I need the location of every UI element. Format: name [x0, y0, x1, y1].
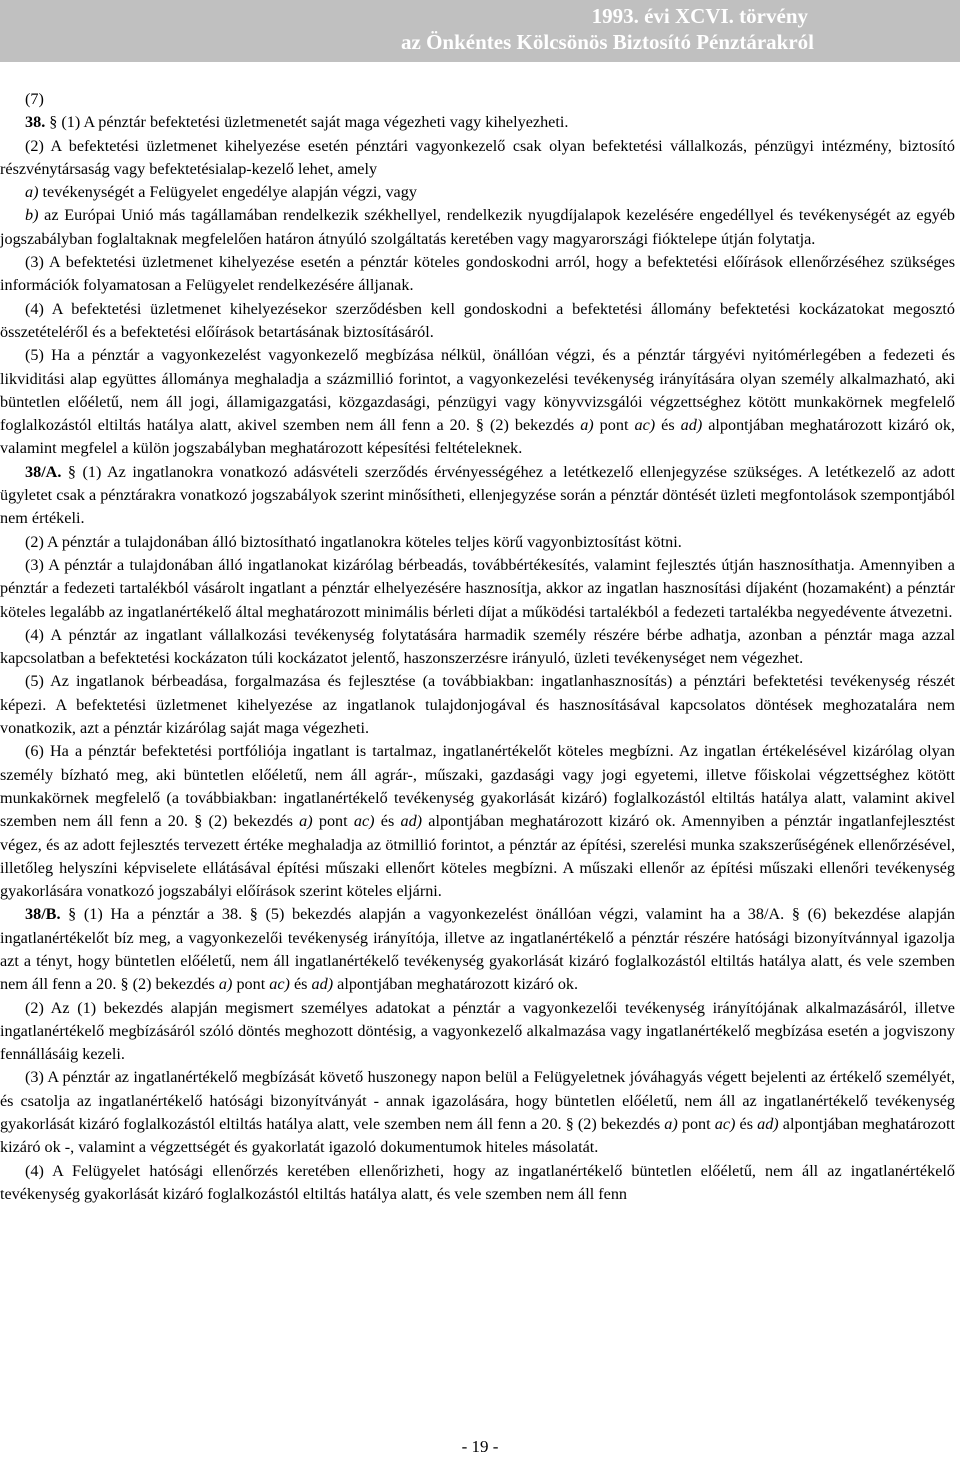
point-ref: ad): [757, 1115, 779, 1134]
paragraph-text: alpontjában meghatározott kizáró ok. Amennyiben a pénztár ingatlanfejlesztést végez, és az adott fejlesztés tervezett értéke meghaladja az ötmillió forintot, a pénztár az építési, szerelési munka szakszerűségének ellenőrzésével, illetőleg helyszíni képviselete ellátásával építési műszaki ellenőrt köteles megbízni. A műszaki ellenőr az építési műszaki ellenőri tevékenység gyakorlására vonatkozó jogszabályi előírások szerint köteles eljárni.: [0, 812, 956, 901]
paragraph-text: pont: [312, 812, 354, 831]
paragraph-s38a-3: [0, 554, 955, 624]
paragraph-text: alpontjában meghatározott kizáró ok, valamint megfelel a külön jogszabályban meghatározott képesítési feltételeknek.: [0, 416, 955, 458]
paragraph-text: (4) A pénztár az ingatlant vállalkozási tevékenység folytatására harmadik személy részére bérbe adhatja, azonban a pénztár maga azzal kapcsolatban a befektetési kockázaton túli kockázatot jelentő, haszonszerzésre irányuló, üzleti tevékenységet nem végezhet.: [0, 625, 955, 668]
point-ref: ac): [714, 1115, 736, 1134]
paragraph-text: és: [655, 416, 681, 435]
paragraph-s38a-2: [0, 531, 955, 554]
paragraph-text: (3) A pénztár az ingatlanértékelő megbízását követő huszonegy napon belül a Felügyeletnek jóváhagyás végett bejelenti az értékelő személyét, és csatolja az ingatlanértékelő hatósági bizonyítványát - annak igazolására, hogy büntetlen előéletű, nem áll az ingatlanértékelő tevékenység gyakorlását kizáró foglalkozástól eltiltás hatálya alatt, vele szemben nem áll fenn a 20. § (2) bekezdés: [0, 1068, 955, 1134]
paragraph-text: (5) Ha a pénztár a vagyonkezelést vagyonkezelő megbízása nélkül, önállóan végzi, és a pénztár tárgyévi nyitómérlegében a fedezeti és likviditási alap együttes állománya meghaladja a százmillió forintot, a vagyonkezelési tevékenység irányítására olyan személy alkalmazható, aki büntetlen előéletű, nem áll jogi, államigazgatási, közgazdasági, pénzügyi vagy könyvvizsgálói végzettséghez kötött munkakörnek megfelelő foglalkozástól eltiltás hatálya alatt, akivel szemben nem áll fenn a 20. § (2) bekezdés: [0, 346, 955, 435]
paragraph-text: az Európai Unió más tagállamában rendelkezik székhellyel, rendelkezik nyugdíjalapok kezelésére engedéllyel és tevékenységét az egyéb jogszabályban foglaltaknak megfelelően határon átnyúló szolgáltatás keretében vagy magyarországi fióktelepe útján folytatja.: [0, 206, 955, 248]
paragraph-text: pont: [593, 416, 635, 435]
paragraph-text: (2) A befektetési üzletmenet kihelyezése esetén pénztári vagyonkezelő csak olyan befektetési vállalkozás, pénzügyi intézmény, biztosító részvénytársaság vagy befektetésialap-kezelő lehet, amely: [0, 136, 955, 178]
paragraph-text: § (1) Ha a pénztár a 38. § (5) bekezdés alapján a vagyonkezelést önállóan végzi, valamint ha a 38/A. § (6) bekezdése alapján ingatlanértékelőt bíz meg, a vagyonkezelői tevékenység irányítója, illetve az ingatlanértékelő a pénztár részére hatósági bizonyítvánnyal igazolja azt a tényt, hogy büntetlen előéletű, nem áll ingatlanértékelő tevékenység gyakorlását kizáró foglalkozástól eltiltás hatálya alatt, és vele szemben nem áll fenn a 20. § (2) bekezdés: [0, 905, 955, 994]
paragraph-text: (7): [25, 90, 44, 108]
paragraph-s38a: [0, 461, 955, 531]
section-number: 38.: [25, 113, 46, 132]
paragraph-text: (4) A Felügyelet hatósági ellenőrzés keretében ellenőrizheti, hogy az ingatlanértékelő büntetlen előéletű, nem áll az ingatlanértékelő tevékenység gyakorlását kizáró foglalkozástól eltiltás hatálya alatt, és vele szemben nem áll fenn: [0, 1161, 955, 1203]
paragraph-p7: [0, 88, 955, 111]
paragraph-text: pont: [232, 975, 270, 994]
paragraph-text: § (1) Az ingatlanokra vonatkozó adásvételi szerződés érvényességéhez a letétkezelő ellenjegyzése szükséges. A letétkezelő az adott ügyletet csak a pénztárakra vonatkozó jogszabályok szerint minősítheti, ellenjegyzése során a pénztár döntését üzleti megfontolások szempontjából nem értékeli.: [0, 462, 955, 528]
paragraph-s38a-6: [0, 740, 955, 903]
paragraph-s38a-5: [0, 670, 955, 740]
paragraph-text: (6) Ha a pénztár befektetési portfóliója ingatlant is tartalmaz, ingatlanértékelőt köteles megbízni. Az ingatlan értékelésével kizárólag olyan személy bízható meg, aki büntetlen előéletű, nem áll agrár-, műszaki, gazdasági vagy jogi egyetemi, illetve főiskolai végzettséghez kötött munkakörnek megfelelő (a továbbiakban: ingatlanértékelő tevékenység gyakorlását kizáró) foglalkozástól eltiltás hatálya alatt, valamint akivel szemben nem áll fenn a 20. § (2) bekezdés: [0, 742, 955, 831]
paragraph-text: (3) A befektetési üzletmenet kihelyezése esetén a pénztár köteles gondoskodni arról, hogy a befektetési előírások ellenőrzéséhez szükséges információk folyamatosan a Felügyelet rendelkezésére álljanak.: [0, 253, 955, 295]
paragraph-text: tevékenységét a Felügyelet engedélye alapján végzi, vagy: [38, 183, 417, 202]
paragraph-text: § (1) A pénztár befektetési üzletmenetét saját maga végezheti vagy kihelyezheti.: [45, 113, 569, 132]
law-title: 1993. évi XCVI. törvény: [591, 4, 808, 28]
paragraph-s38b-3: [0, 1066, 955, 1159]
paragraph-text: alpontjában meghatározott kizáró ok.: [333, 975, 579, 994]
paragraph-s38a-4: [0, 624, 955, 671]
section-number: 38/A.: [25, 462, 62, 481]
paragraph-text: (4) A befektetési üzletmenet kihelyezésekor szerződésben kell gondoskodni a befektetési állomány befektetési kockázatokat megosztó összetételéről és a befektetési előírások betartásának biztosításáról.: [0, 299, 955, 341]
paragraph-s38b-2: [0, 997, 955, 1067]
point-ref: ac): [353, 812, 375, 831]
paragraph-s38-2a: [0, 181, 955, 204]
paragraph-s38-3: [0, 251, 955, 298]
point-ref: ac): [269, 975, 290, 994]
paragraph-text: alpontjában meghatározott kizáró ok -, valamint a végzettségét és gyakorlatát igazoló dokumentumok hiteles másolatát.: [0, 1115, 955, 1157]
point-ref: a): [218, 975, 233, 994]
paragraph-s38-4: [0, 298, 955, 345]
point-ref: ad): [311, 975, 334, 994]
paragraph-text: és: [374, 812, 401, 831]
paragraph-text: (3) A pénztár a tulajdonában álló ingatlanokat kizárólag bérbeadás, továbbértékesítés, valamint fejlesztés útján hasznosíthatja. Amennyiben a pénztár a fedezeti tartalékból vásárolt ingatlant a pénztár elhelyezésére hasznosítja, akkor az ingatlan hasznosítási díjaként (hozamaként) a pénztár köteles legalább az ingatlanértékelő által meghatározott minimális bérleti díjat a működési tartalékból a fedezeti tartalékba negyedévente átvezetni.: [0, 555, 955, 621]
point-ref: a): [25, 183, 39, 202]
law-subtitle: az Önkéntes Kölcsönös Biztosító Pénztárakról: [401, 30, 814, 54]
paragraph-text: és: [289, 975, 312, 994]
section-number: 38/B.: [25, 905, 61, 924]
point-ref: ad): [400, 812, 423, 831]
point-ref: a): [664, 1115, 678, 1134]
paragraph-s38b: [0, 903, 955, 996]
point-ref: a): [580, 416, 594, 435]
paragraph-text: (5) Az ingatlanok bérbeadása, forgalmazása és fejlesztése (a továbbiakban: ingatlanhasznosítás) a pénztári befektetési tevékenység részét képezi. A befektetési üzletmenet kihelyezése az ingatlanok tulajdonjogával és hasznosításával kapcsolatos döntések meghozatalára nem vonatkozik, azt a pénztár kizárólag saját maga végezheti.: [0, 672, 955, 738]
point-ref: a): [299, 812, 313, 831]
point-ref: ad): [680, 416, 703, 435]
paragraph-text: (2) Az (1) bekezdés alapján megismert személyes adatokat a pénztár a vagyonkezelői tevékenység irányítójának alkalmazásáról, illetve ingatlanértékelő megbízásáról szóló döntés meghozott döntésig, a vagyonkezelő alkalmazása vagy ingatlanértékelő megbízása esetén a jogviszony fennállásáig kezeli.: [0, 998, 955, 1064]
page-number: - 19 -: [461, 1437, 499, 1456]
document-body: [0, 88, 955, 1206]
paragraph-s38-5: [0, 344, 955, 460]
paragraph-text: pont: [677, 1115, 715, 1134]
point-ref: b): [25, 206, 39, 225]
paragraph-text: és: [735, 1115, 758, 1134]
paragraph-s38b-4: [0, 1160, 955, 1207]
point-ref: ac): [634, 416, 656, 435]
paragraph-s38-2: [0, 135, 955, 182]
paragraph-text: (2) A pénztár a tulajdonában álló biztosítható ingatlanokra köteles teljes körű vagyonbiztosítást kötni.: [25, 532, 682, 551]
document-header: [0, 0, 960, 62]
paragraph-s38-2b: [0, 204, 955, 251]
paragraph-s38: [0, 111, 955, 134]
